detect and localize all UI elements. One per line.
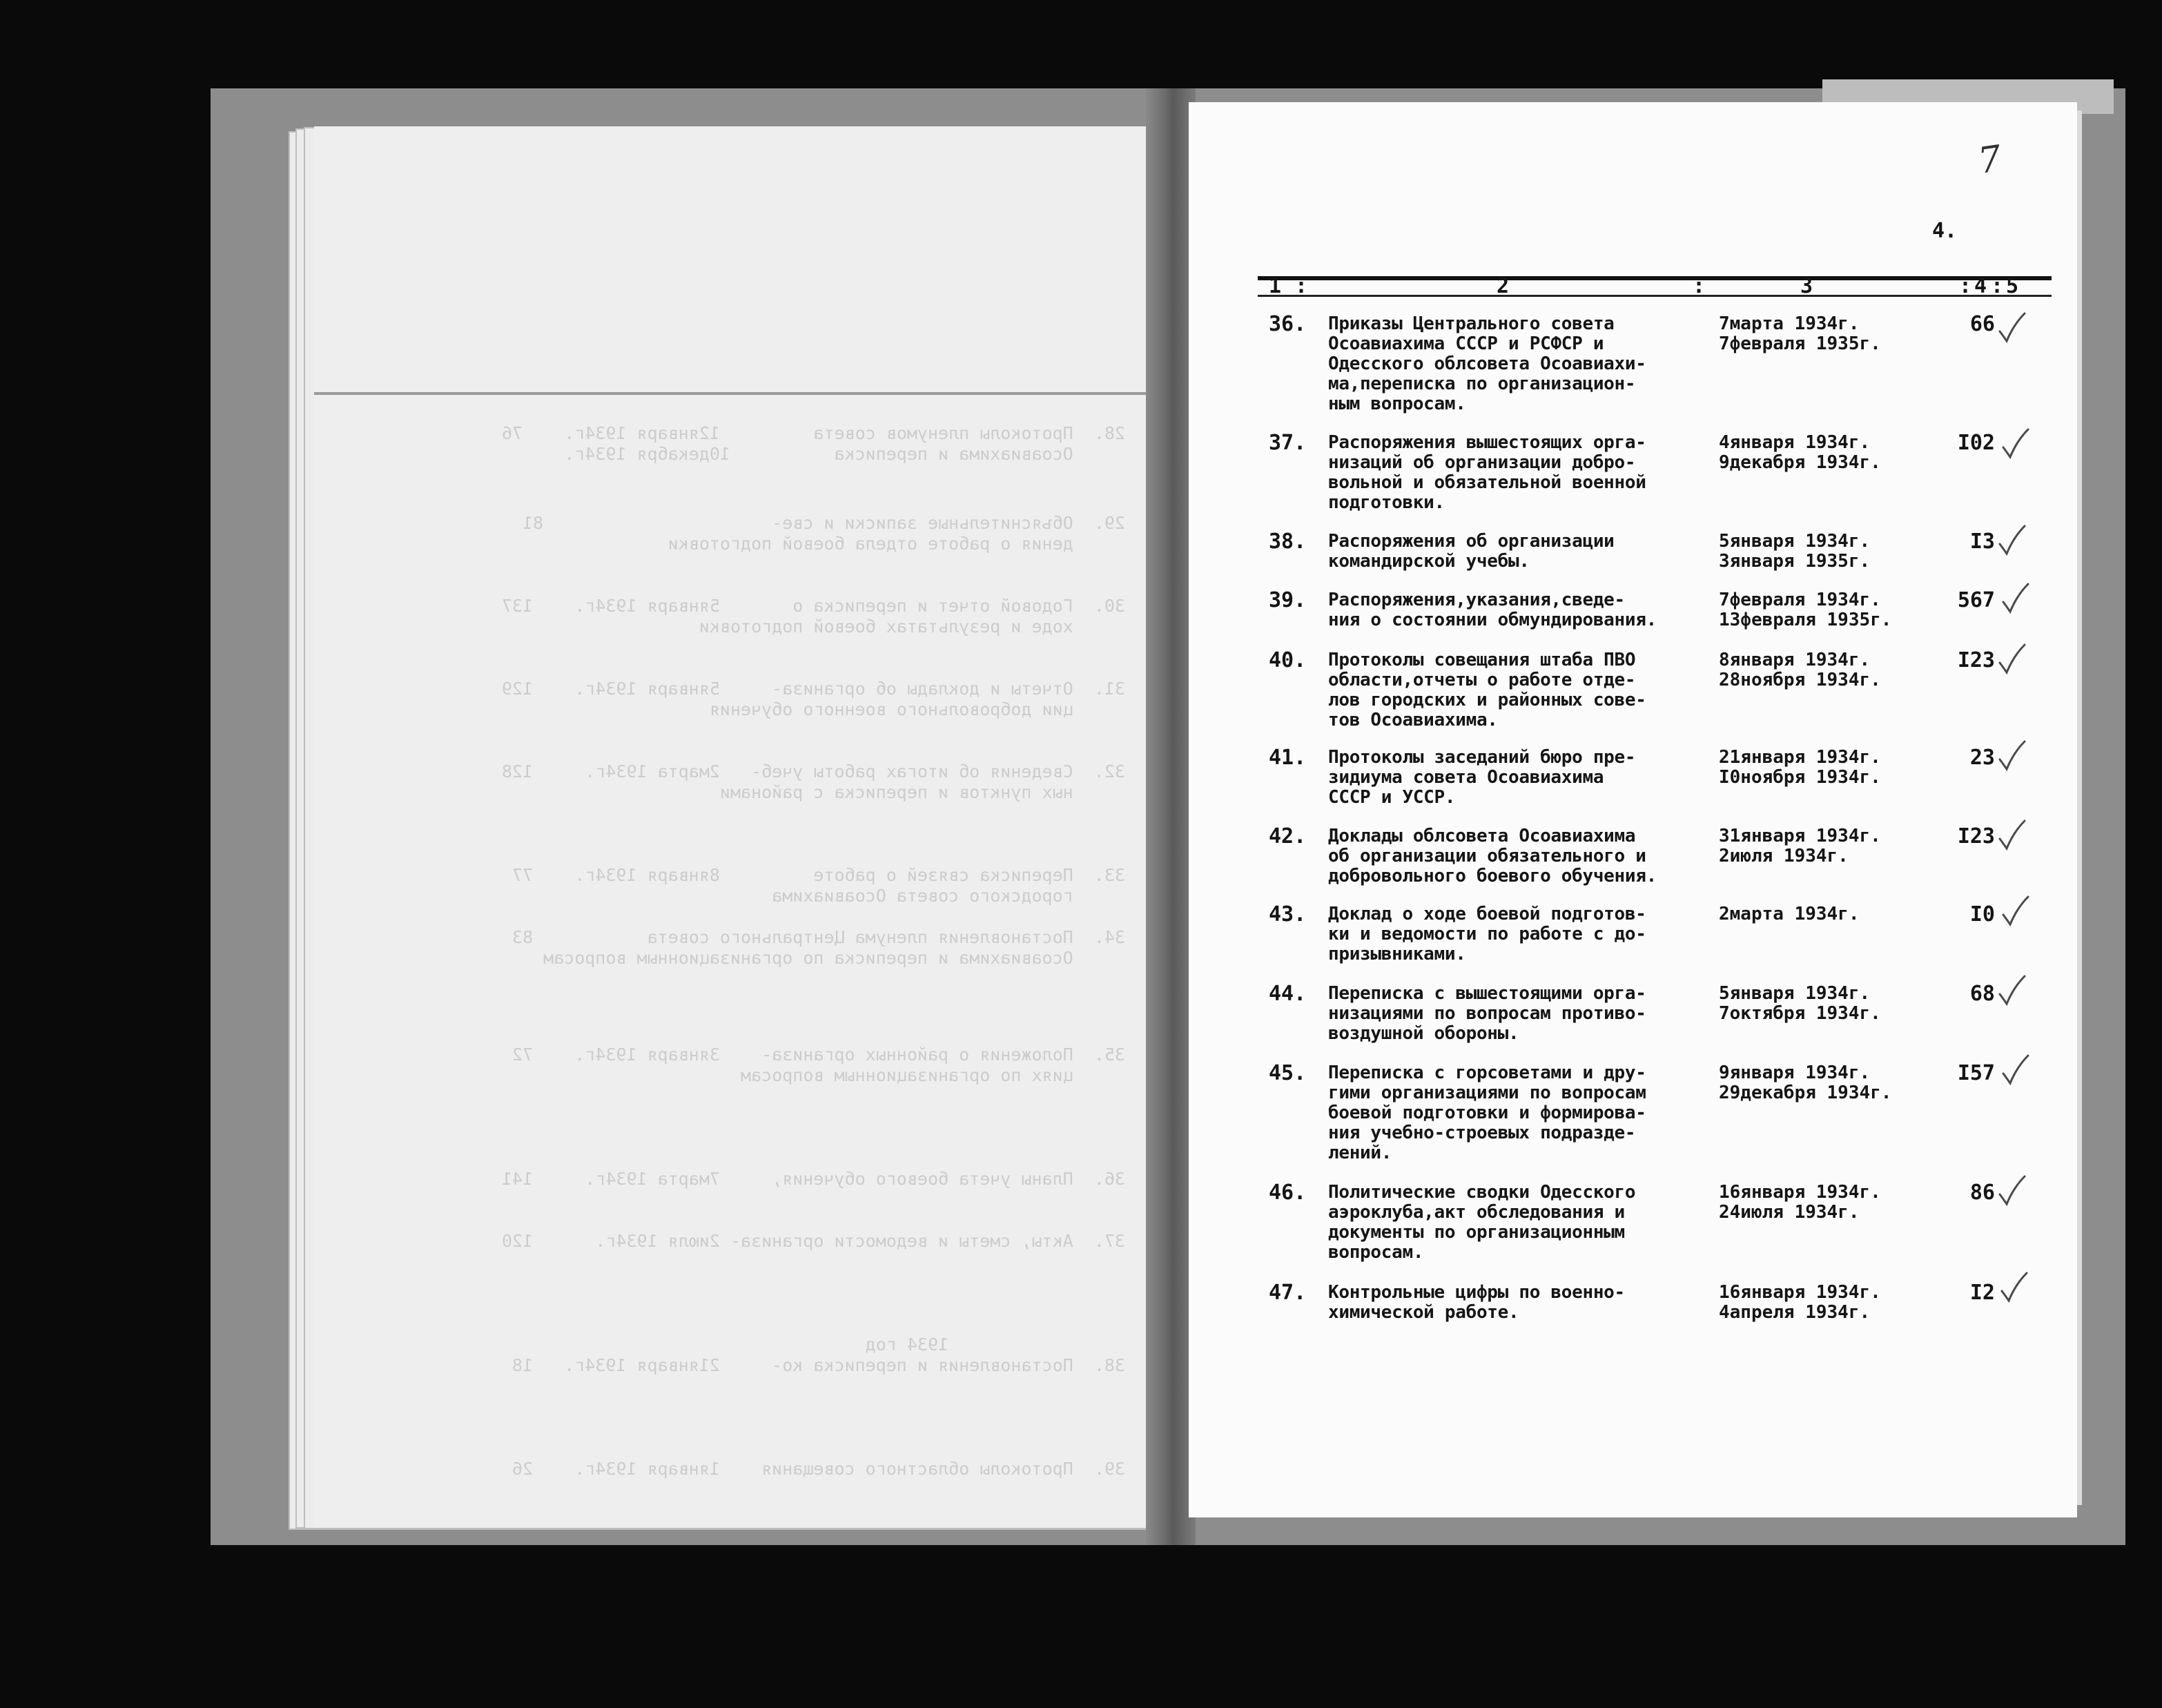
check-mark-icon — [1997, 739, 2027, 772]
row-number: 41. — [1269, 746, 1307, 770]
row-title: Политические сводки Одесского аэроклуба,акт обследования и документы по организационным вопросам. — [1328, 1182, 1636, 1263]
row-dates: 5января 1934г. 7октября 1934г. — [1719, 983, 1881, 1024]
row-sheet-count: I23 — [1957, 824, 1995, 848]
column-header-2: 2 — [1497, 274, 1510, 298]
row-number: 39. — [1269, 588, 1307, 612]
row-sheet-count: I0 — [1969, 902, 1995, 926]
row-title: Распоряжения вышестоящих орга- низаций об организации добро- вольной и обязательной военной подготовки. — [1328, 432, 1646, 513]
row-number: 40. — [1269, 648, 1307, 672]
row-title: Протоколы совещания штаба ПВО области,отчеты о работе отде- лов городских и районных сове- тов Осоавиахима. — [1328, 650, 1646, 730]
column-separator: : — [1295, 274, 1308, 298]
row-dates: 21января 1934г. I0ноября 1934г. — [1719, 747, 1881, 788]
row-number: 43. — [1269, 902, 1307, 926]
row-title: Доклад о ходе боевой подготов- ки и ведомости по работе с до- призывниками. — [1328, 904, 1646, 964]
row-title: Доклады облсовета Осоавиахима об организации обязательного и добровольного боевого обучения. — [1328, 826, 1657, 886]
row-dates: 31января 1934г. 2июля 1934г. — [1719, 826, 1881, 866]
row-number: 45. — [1269, 1061, 1307, 1085]
column-separator: : — [1693, 274, 1706, 298]
row-dates: 4января 1934г. 9декабря 1934г. — [1719, 432, 1881, 473]
row-sheet-count: I2 — [1969, 1281, 1995, 1305]
row-dates: 9января 1934г. 29декабря 1934г. — [1719, 1062, 1892, 1103]
column-separator: : — [1991, 274, 2004, 298]
table-header-rule — [1258, 276, 2052, 280]
row-sheet-count: I23 — [1957, 648, 1995, 672]
row-dates: 7марта 1934г. 7февраля 1935г. — [1719, 313, 1881, 354]
check-mark-icon — [2000, 894, 2031, 927]
row-number: 36. — [1269, 312, 1307, 336]
column-header-1: 1 — [1269, 274, 1283, 298]
check-mark-icon — [1997, 818, 2027, 851]
row-dates: 16января 1934г. 4апреля 1934г. — [1719, 1282, 1881, 1323]
check-mark-icon — [1997, 642, 2027, 675]
row-title: Переписка с горсоветами и дру- гими организациями по вопросам боевой подготовки и формирова- ния учебно-строевых подразде- лений. — [1328, 1062, 1646, 1163]
row-title: Переписка с вышестоящими орга- низациями по вопросам противо- воздушной обороны. — [1328, 983, 1646, 1044]
row-title: Распоряжения,указания,сведе- ния о состоянии обмундирования. — [1328, 590, 1657, 630]
row-dates: 2марта 1934г. — [1719, 904, 1860, 924]
row-dates: 7февраля 1934г. 13февраля 1935г. — [1719, 590, 1892, 630]
check-mark-icon — [2000, 1053, 2031, 1086]
row-dates: 16января 1934г. 24июля 1934г. — [1719, 1182, 1881, 1223]
check-mark-icon — [2000, 581, 2031, 614]
column-header-5: 5 — [2006, 274, 2020, 298]
row-title: Распоряжения об организации командирской учебы. — [1328, 531, 1615, 572]
row-sheet-count: 23 — [1969, 746, 1995, 770]
row-dates: 8января 1934г. 28ноября 1934г. — [1719, 650, 1881, 690]
row-number: 37. — [1269, 431, 1307, 455]
check-mark-icon — [1997, 311, 2027, 344]
bleed-through-text: 28. Протоколы пленумов совета 12января 1934г. 76 Осоавиахима и переписка 10декабря 1934г. 29. Объяснительные записки и све- 81 дения о работе отдела боевой подготовки 30. Годовой отчет и переписка о 5января 1934г. 137 ходе и результатах боевой подготовки 31. Отчеты и доклады об организа- 5января 1934г. 129 ции добровольного военного обучения 32. Сведения об итогах работы учеб- 2марта 1934г. 128 ных пунктов и переписка с районами 33. Переписка связей о работе 8января 1934г. 77 городского совета Осоавиахима 34. Постановления пленума Центрального совета 83 Осоавиахима и переписка по организационным вопросам 35. Положения о районных организа- 3января 1934г. 72 циях по организационным вопросам 36. Планы учета боевого обучения, 7марта 1934г. 141 37. Акты, сметы и ведомости организа- 2июля 1934г. 120 1934 год 38. Постановления и переписка ко- 21января 1934г. 18 39. Протоколы областного совещания 1января 1934г. 26 — [501, 423, 1125, 1479]
row-sheet-count: I57 — [1957, 1061, 1995, 1085]
row-dates: 5января 1934г. 3января 1935г. — [1719, 531, 1871, 572]
page-number: 4. — [1932, 219, 1958, 243]
row-sheet-count: 567 — [1957, 588, 1995, 612]
row-sheet-count: 86 — [1969, 1181, 1995, 1205]
row-title: Приказы Центрального совета Осоавиахима СССР и РСФСР и Одесского облсовета Осоавиахи- ма,переписка по организацион- ным вопросам. — [1328, 313, 1646, 414]
column-separator: : — [1959, 274, 1972, 298]
left-page-reverse — [314, 126, 1153, 1528]
row-sheet-count: 68 — [1969, 982, 1995, 1006]
check-mark-icon — [1997, 523, 2027, 556]
check-mark-icon — [1997, 973, 2027, 1007]
row-number: 47. — [1269, 1281, 1307, 1305]
row-number: 38. — [1269, 530, 1307, 554]
row-sheet-count: I02 — [1957, 431, 1995, 455]
row-number: 46. — [1269, 1181, 1307, 1205]
archive-folio-number: 7 — [1975, 137, 2005, 183]
check-mark-icon — [1999, 1270, 2029, 1303]
row-sheet-count: 66 — [1969, 312, 1995, 336]
row-title: Контрольные цифры по военно- химической работе. — [1328, 1282, 1625, 1323]
column-header-3: 3 — [1800, 274, 1814, 298]
check-mark-icon — [2000, 427, 2031, 460]
check-mark-icon — [1997, 1174, 2027, 1207]
row-number: 44. — [1269, 982, 1307, 1006]
column-header-4: 4 — [1974, 274, 1988, 298]
row-number: 42. — [1269, 824, 1307, 848]
table-header-rule — [1258, 295, 2052, 297]
row-sheet-count: I3 — [1969, 530, 1995, 554]
row-title: Протоколы заседаний бюро пре- зидиума совета Осоавиахима СССР и УССР. — [1328, 747, 1636, 808]
